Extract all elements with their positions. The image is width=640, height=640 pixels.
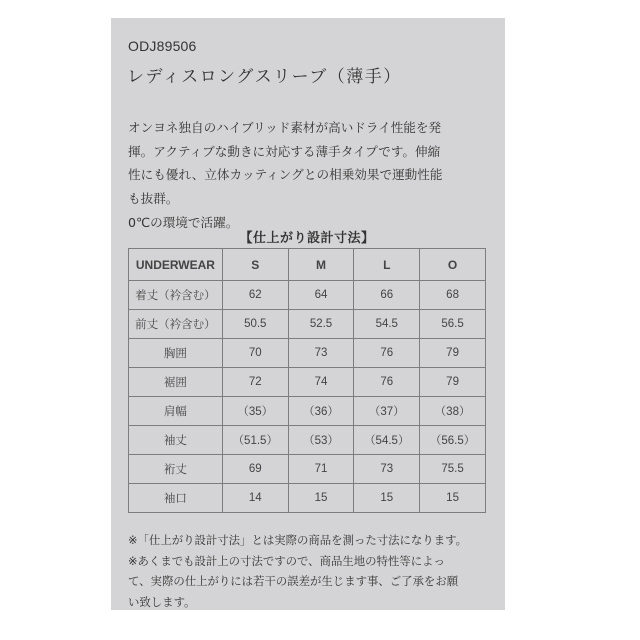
size-table-row — [129, 397, 486, 426]
size-table-row — [129, 484, 486, 513]
measurement-value-cell: 56.5 — [420, 310, 486, 339]
header-cell-size-m: M — [288, 249, 354, 281]
header-cell-size-l: L — [354, 249, 420, 281]
measurement-value-cell: 15 — [420, 484, 486, 513]
measurement-value-cell: 14 — [222, 484, 288, 513]
header-cell-category: UNDERWEAR — [129, 249, 223, 281]
product-name: レディスロングスリーブ（薄手） — [127, 67, 402, 87]
product-description — [128, 116, 498, 235]
size-table — [128, 248, 486, 513]
note-line: て、実際の仕上がりには若干の誤差が生じます事、ご了承をお願 — [128, 574, 459, 588]
size-table-row — [129, 455, 486, 484]
note-line: い致します。 — [128, 594, 196, 609]
measurement-value-cell: 79 — [420, 368, 486, 397]
measurement-value-cell: （36） — [288, 397, 354, 426]
measurement-value-cell: （35） — [222, 397, 288, 426]
measurement-value-cell: 75.5 — [420, 455, 486, 484]
note-line: ※あくまでも設計上の寸法ですので、商品生地の特性等によっ — [128, 553, 445, 568]
measurement-label-cell: 胸囲 — [129, 339, 223, 368]
disclaimer-notes — [128, 530, 498, 612]
description-line: オンヨネ独自のハイブリッド素材が高いドライ性能を発 — [128, 120, 442, 135]
size-table-row — [129, 310, 486, 339]
description-line: 0℃の環境で活躍。 — [128, 214, 239, 230]
description-line: 揮。アクティブな動きに対応する薄手タイプです。伸縮 — [128, 143, 441, 159]
measurement-value-cell: 69 — [222, 455, 288, 484]
measurement-value-cell: 15 — [354, 484, 420, 513]
size-table-header-row — [129, 249, 486, 281]
measurement-label-cell: 肩幅 — [129, 397, 223, 426]
measurement-value-cell: 74 — [288, 368, 354, 397]
measurement-value-cell: 64 — [288, 281, 354, 310]
size-table-row — [129, 368, 486, 397]
measurement-value-cell: （51.5） — [222, 426, 288, 455]
measurement-value-cell: 62 — [222, 281, 288, 310]
measurement-value-cell: （53） — [288, 426, 354, 455]
measurement-label-cell: 前丈（衿含む） — [129, 310, 223, 339]
size-table-row — [129, 426, 486, 455]
description-line: 性にも優れ、立体カッティングとの相乗効果で運動性能 — [128, 167, 443, 183]
measurement-value-cell: 76 — [354, 368, 420, 397]
measurement-value-cell: 68 — [420, 281, 486, 310]
measurement-label-cell: 袖丈 — [129, 426, 223, 455]
measurement-value-cell: 73 — [354, 455, 420, 484]
measurement-label-cell: 着丈（衿含む） — [129, 281, 223, 310]
measurement-value-cell: 15 — [288, 484, 354, 513]
measurement-label-cell: 裄丈 — [129, 455, 223, 484]
measurement-value-cell: 50.5 — [222, 310, 288, 339]
measurement-value-cell: （38） — [420, 397, 486, 426]
measurement-value-cell: 54.5 — [354, 310, 420, 339]
measurement-value-cell: 72 — [222, 368, 288, 397]
note-line: ※「仕上がり設計寸法」とは実際の商品を測った寸法になります。 — [128, 533, 467, 547]
measurement-label-cell: 袖口 — [129, 484, 223, 513]
description-line: も抜群。 — [128, 191, 179, 207]
measurement-value-cell: 71 — [288, 455, 354, 484]
measurement-value-cell: 66 — [354, 281, 420, 310]
product-code: ODJ89506 — [128, 38, 197, 54]
measurement-value-cell: 79 — [420, 339, 486, 368]
size-table-row — [129, 339, 486, 368]
measurement-value-cell: （56.5） — [420, 426, 486, 455]
measurement-value-cell: 76 — [354, 339, 420, 368]
measurement-value-cell: （54.5） — [354, 426, 420, 455]
header-cell-size-o: O — [420, 249, 486, 281]
measurement-value-cell: （37） — [354, 397, 420, 426]
size-table-row — [129, 281, 486, 310]
measurement-value-cell: 73 — [288, 339, 354, 368]
measurement-label-cell: 裾囲 — [129, 368, 223, 397]
measurement-value-cell: 70 — [222, 339, 288, 368]
measurement-value-cell: 52.5 — [288, 310, 354, 339]
size-table-title: 【仕上がり設計寸法】 — [239, 231, 375, 246]
header-cell-size-s: S — [222, 249, 288, 281]
